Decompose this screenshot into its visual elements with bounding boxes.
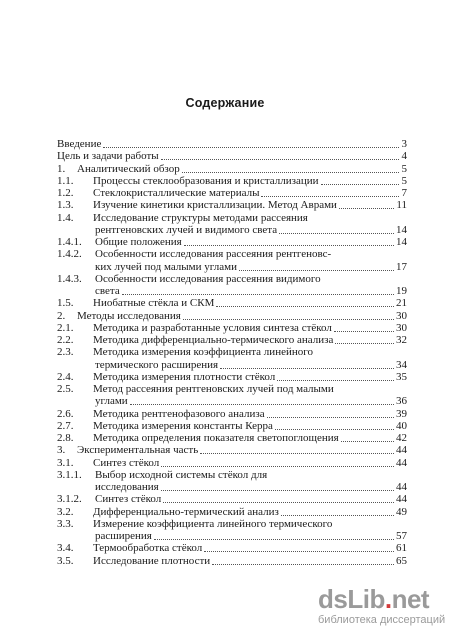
toc-entry-number: 1.4.3. — [57, 272, 82, 285]
toc-entry — [57, 212, 407, 224]
toc-entry-number: 3.2. — [57, 505, 74, 518]
toc-entry-page: 44 — [396, 456, 407, 469]
toc-heading: Содержание — [185, 96, 265, 110]
toc-entry-title: термического расширения — [95, 358, 219, 371]
toc-entry — [57, 334, 407, 346]
toc-entry-leader — [122, 285, 394, 295]
toc-entry-number: 2.3. — [57, 346, 74, 359]
toc-entry-number: 3.4. — [57, 542, 74, 555]
toc-entry-page: 57 — [396, 530, 407, 542]
watermark-logo-dot: . — [384, 584, 392, 614]
toc-entry-title: Методика определения показателя светопоглощения — [93, 432, 339, 444]
toc-entry-number: 2.5. — [57, 383, 74, 395]
toc-entry — [57, 248, 407, 260]
toc-entry-title: Особенности исследования рассеяния рентгеновс- — [95, 248, 332, 261]
toc-entry — [57, 493, 407, 505]
toc-entry-number: 2.6. — [57, 407, 74, 420]
toc-entry-page: 30 — [396, 321, 407, 334]
toc-entry-title: Выбор исходной системы стёкол для — [95, 468, 268, 481]
toc-entry-leader — [184, 236, 394, 246]
toc-entry-title: Методика измерения коэффициента линейного — [93, 346, 313, 359]
toc-entry — [57, 371, 407, 383]
toc-entry-page: 35 — [396, 370, 407, 383]
toc-entry — [57, 285, 407, 297]
toc-entry-leader — [267, 408, 394, 418]
toc-entry-leader — [204, 542, 394, 552]
toc-entry-leader — [161, 457, 394, 467]
watermark-logo-tld: net — [391, 584, 430, 614]
toc-entry-page: 17 — [396, 260, 407, 273]
watermark-logo-main: dsLib — [318, 584, 385, 614]
toc-entry-number: 3.5. — [57, 554, 74, 567]
toc-entry-leader — [212, 555, 394, 565]
toc-entry — [57, 444, 407, 456]
toc-entry-title: Метод рассеяния рентгеновских лучей под малыми — [93, 383, 334, 395]
toc-entry — [57, 383, 407, 395]
toc-entry — [57, 432, 407, 444]
toc-entry-leader — [335, 334, 394, 344]
toc-entry-number: Введение — [57, 138, 102, 150]
toc-entry — [57, 236, 407, 248]
toc-entry-number: 2.4. — [57, 370, 74, 383]
toc-entry-page: 49 — [396, 505, 407, 518]
toc-entry-title: расширения — [95, 530, 152, 542]
toc-entry-page: 11 — [396, 199, 407, 212]
toc-entry-number: 1.2. — [57, 187, 74, 199]
toc-entry-page: 34 — [396, 358, 407, 371]
toc-entry — [57, 420, 407, 432]
toc-entry — [57, 346, 407, 358]
toc-entry-title: Синтез стёкол — [93, 456, 160, 469]
toc-entry-page: 40 — [396, 419, 407, 432]
toc-entry-leader — [103, 138, 399, 148]
toc-entry — [57, 542, 407, 554]
toc-entry-title: Стеклокристаллические материалы — [93, 187, 260, 199]
toc-entry — [57, 199, 407, 211]
toc-entry — [57, 310, 407, 322]
watermark-subtitle: библиотека диссертаций — [318, 614, 446, 626]
toc-entry-number: 3.1.1. — [57, 468, 82, 481]
toc-entry-leader — [339, 199, 394, 209]
toc-entry-page: 3 — [401, 138, 407, 150]
toc-entry — [57, 506, 407, 518]
toc-entry-title: Изучение кинетики кристаллизации. Метод Аврами — [93, 199, 337, 212]
toc-entry-page: 30 — [396, 309, 407, 322]
toc-entry-page: 36 — [396, 395, 407, 408]
toc-entry — [57, 224, 407, 236]
toc-entry-title: Особенности исследования рассеяния видимого — [95, 272, 321, 285]
toc-entry-title: света — [95, 285, 120, 297]
toc-entry-page: 5 — [401, 162, 407, 175]
toc-entry-number: 3. — [57, 444, 66, 457]
toc-entry — [57, 518, 407, 530]
toc-entry-page: 21 — [396, 297, 407, 310]
toc-entry-title: Исследование структуры методами рассеяния — [93, 211, 308, 224]
watermark — [318, 584, 448, 632]
toc-entry-title: Дифференциально-термический анализ — [93, 505, 279, 518]
toc-entry — [57, 359, 407, 371]
toc-entry-leader — [200, 444, 394, 454]
toc-entry — [57, 261, 407, 273]
toc-entry — [57, 138, 407, 150]
toc-entry — [57, 175, 407, 187]
toc-entry-leader — [261, 187, 399, 197]
toc-entry-number: 1.3. — [57, 199, 74, 212]
toc-entry-title: рентгеновских лучей и видимого света — [95, 223, 278, 236]
toc-entry-title: Методика рентгенофазового анализа — [93, 407, 265, 420]
toc-entry-title: Методика измерения плотности стёкол — [93, 370, 276, 383]
toc-entry-number: 1.4.2. — [57, 248, 82, 261]
toc-entry-number: 1.4.1. — [57, 236, 82, 248]
toc-entry-number: 1. — [57, 162, 66, 175]
toc-entry-leader — [216, 297, 394, 307]
toc-entry-title: Процессы стеклообразования и кристаллизации — [93, 174, 319, 187]
toc-entry-number: Цель и задачи работы — [57, 150, 159, 163]
toc-entry-leader — [154, 530, 394, 540]
toc-entry-title: Синтез стёкол — [95, 493, 162, 506]
toc-entry — [57, 163, 407, 175]
toc-entry-page: 14 — [396, 236, 407, 248]
toc-entry-number: 2.8. — [57, 432, 74, 444]
toc-entry — [57, 273, 407, 285]
toc-entry-title: Методы исследования — [77, 309, 181, 322]
toc-entry-page: 44 — [396, 481, 407, 493]
toc-entry-page: 32 — [396, 334, 407, 346]
toc-entry-title: Термообработка стёкол — [93, 542, 203, 555]
toc-entry-number: 2. — [57, 309, 66, 322]
toc-entry-number: 2.1. — [57, 321, 74, 334]
toc-entry-leader — [220, 359, 394, 369]
toc-entry-leader — [321, 175, 399, 185]
toc-entry-title: Общие положения — [95, 236, 182, 248]
toc-entry-number: 3.1.2. — [57, 493, 82, 506]
toc-entry — [57, 408, 407, 420]
toc-entry-title: исследования — [95, 481, 159, 493]
toc-entry-title: Измерение коэффициента линейного термического — [93, 517, 333, 530]
toc-entry — [57, 322, 407, 334]
toc-entry-page: 7 — [401, 187, 407, 199]
toc-entry — [57, 481, 407, 493]
toc-entry-leader — [183, 310, 394, 320]
toc-entry-leader — [341, 432, 394, 442]
toc-entry-leader — [163, 493, 394, 503]
toc-entry-page: 65 — [396, 554, 407, 567]
toc-entry-title: углами — [95, 395, 128, 408]
toc-entry-number: 1.1. — [57, 174, 74, 187]
toc-entry — [57, 457, 407, 469]
toc-entry-page: 44 — [396, 493, 407, 506]
toc-entry-title: Ниобатные стёкла и СКМ — [93, 297, 215, 310]
toc-entry-number: 1.5. — [57, 297, 74, 310]
toc-entry-number: 2.2. — [57, 334, 74, 346]
toc-entry-number: 3.3. — [57, 517, 74, 530]
toc-entry — [57, 150, 407, 162]
toc-entry-leader — [334, 322, 394, 332]
toc-entry-title: ких лучей под малыми углами — [95, 260, 237, 273]
toc-entry-page: 4 — [401, 150, 407, 163]
toc-entry-number: 1.4. — [57, 211, 74, 224]
toc-entry-page: 42 — [396, 432, 407, 444]
toc-entry-title: Методика и разработанные условия синтеза стёкол — [93, 321, 332, 334]
toc-entry-title: Исследование плотности — [93, 554, 211, 567]
toc-entry-leader — [279, 224, 394, 234]
toc-entry-page: 39 — [396, 407, 407, 420]
toc-entry — [57, 395, 407, 407]
toc-entry-leader — [239, 261, 394, 271]
toc-entry-number: 2.7. — [57, 419, 74, 432]
toc-entry-leader — [182, 163, 399, 173]
toc-entry-page: 61 — [396, 542, 407, 555]
toc-entry-leader — [275, 420, 394, 430]
watermark-logo — [318, 584, 429, 615]
toc-entry-page: 14 — [396, 223, 407, 236]
toc-entry-leader — [281, 506, 394, 516]
toc-entry — [57, 555, 407, 567]
toc-entry — [57, 530, 407, 542]
toc-entry-page: 5 — [401, 174, 407, 187]
toc-entry — [57, 297, 407, 309]
toc-entry-number: 3.1. — [57, 456, 74, 469]
toc-entry — [57, 469, 407, 481]
toc-entry-title: Аналитический обзор — [77, 162, 180, 175]
toc-entry-page: 44 — [396, 444, 407, 457]
toc-entry-title: Методика измерения константы Керра — [93, 419, 273, 432]
toc-entry-page: 19 — [396, 285, 407, 297]
toc-entry-title: Экспериментальная часть — [77, 444, 199, 457]
toc-entry-leader — [277, 371, 394, 381]
toc-entry-title: Методика дифференциально-термического анализа — [93, 334, 334, 346]
toc-entry — [57, 187, 407, 199]
toc-entry-leader — [161, 150, 399, 160]
toc-entry-leader — [130, 395, 394, 405]
toc-entry-leader — [161, 481, 394, 491]
